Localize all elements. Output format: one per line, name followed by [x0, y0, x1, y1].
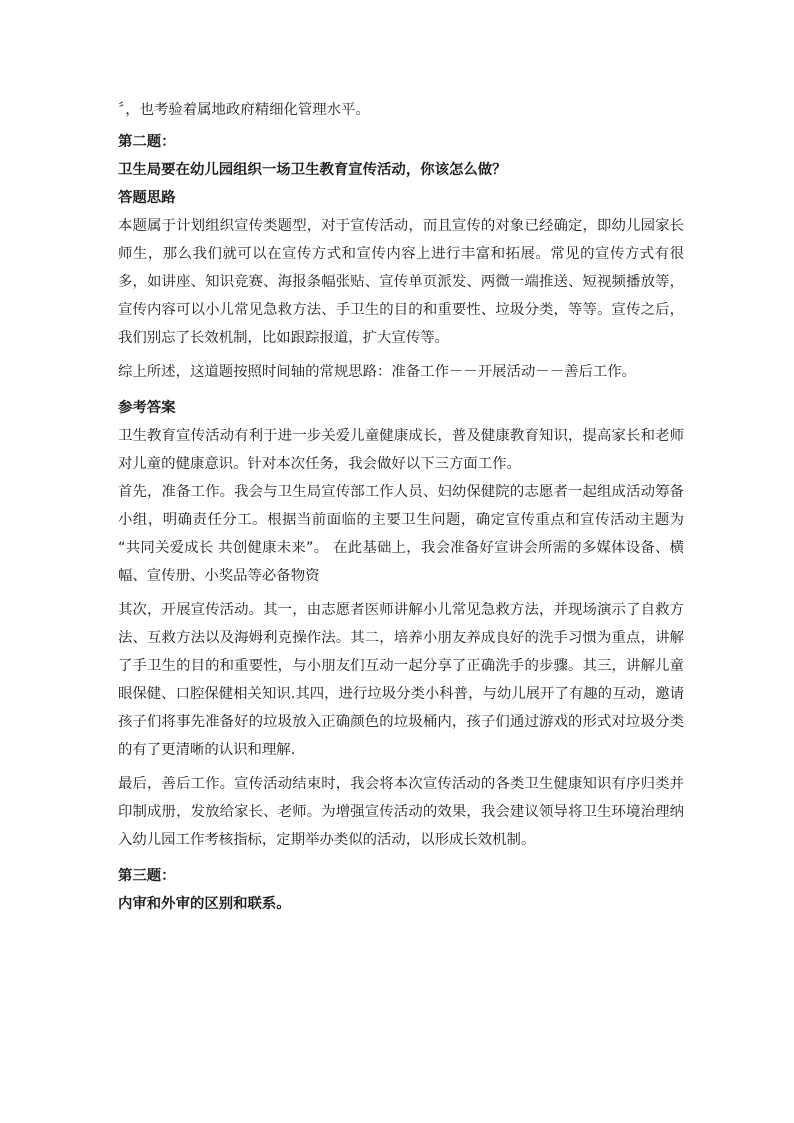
answer-thinking-body: 本题属于计划组织宣传类题型，对于宣传活动，而且宣传的对象已经确定，即幼儿园家长师生，那么我们就可以在宣传方式和宣传内容上进行丰富和拓展。常见的宣传方式有很多，如讲座、知识竞赛、海报条幅张贴、宣传单页派发、两微一端推送、短视频播放等，宣传内容可以小儿常见急救方法、手卫生的目的和重要性、垃圾分类，等等。宣传之后，我们别忘了长效机制，比如跟踪报道，扩大宣传等。 [118, 218, 684, 346]
question-3-text: 内审和外审的区别和联系。 [118, 896, 291, 912]
summary-paragraph: 综上所述，这道题按照时间轴的常规思路：准备工作－－开展活动－－善后工作。 [118, 364, 637, 380]
question-2-text: 卫生局要在幼儿园组织一场卫生教育宣传活动，你该怎么做？ [118, 162, 507, 178]
reference-answer-first: 首先，准备工作。我会与卫生局宣传部工作人员、妇幼保健院的志愿者一起组成活动筹备小组，明确责任分工。根据当前面临的主要卫生问题，确定宣传重点和宣传活动主题为 “共同关爱成长 共创健康未来”。 在此基础上，我会准备好宣讲会所需的多媒体设备、横幅、宣传册、小奖品等必备物资 [118, 484, 684, 584]
question-2-heading: 第二题： [118, 134, 176, 150]
paragraph-continuation: 〞，也考验着属地政府精细化管理水平。 [118, 102, 370, 118]
reference-answer-second: 其次，开展宣传活动。其一，由志愿者医师讲解小儿常见急救方法，并现场演示了自救方法、互救方法以及海姆利克操作法。其二，培养小朋友养成良好的洗手习惯为重点，讲解了手卫生的目的和重要性，与小朋友们互动一起分享了正确洗手的步骤。其三，讲解儿童眼保健、口腔保健相关知识.其四，进行垃圾分类小科普，与幼儿展开了有趣的互动，邀请孩子们将事先准备好的垃圾放入正确颜色的垃圾桶内，孩子们通过游戏的形式对垃圾分类的有了更清晰的认识和理解. [118, 602, 684, 758]
reference-answer-last: 最后，善后工作。宣传活动结束时，我会将本次宣传活动的各类卫生健康知识有序归类并印制成册，发放给家长、老师。为增强宣传活动的效果，我会建议领导将卫生环境治理纳入幼儿园工作考核指标，定期举办类似的活动，以形成长效机制。 [118, 776, 684, 848]
reference-answer-heading: 参考答案 [118, 400, 176, 416]
document-page [118, 96, 684, 918]
answer-thinking-heading: 答题思路 [118, 190, 176, 206]
reference-answer-intro: 卫生教育宣传活动有利于进一步关爱儿童健康成长，普及健康教育知识，提高家长和老师对儿童的健康意识。针对本次任务，我会做好以下三方面工作。 [118, 428, 684, 472]
question-3-heading: 第三题： [118, 868, 176, 884]
